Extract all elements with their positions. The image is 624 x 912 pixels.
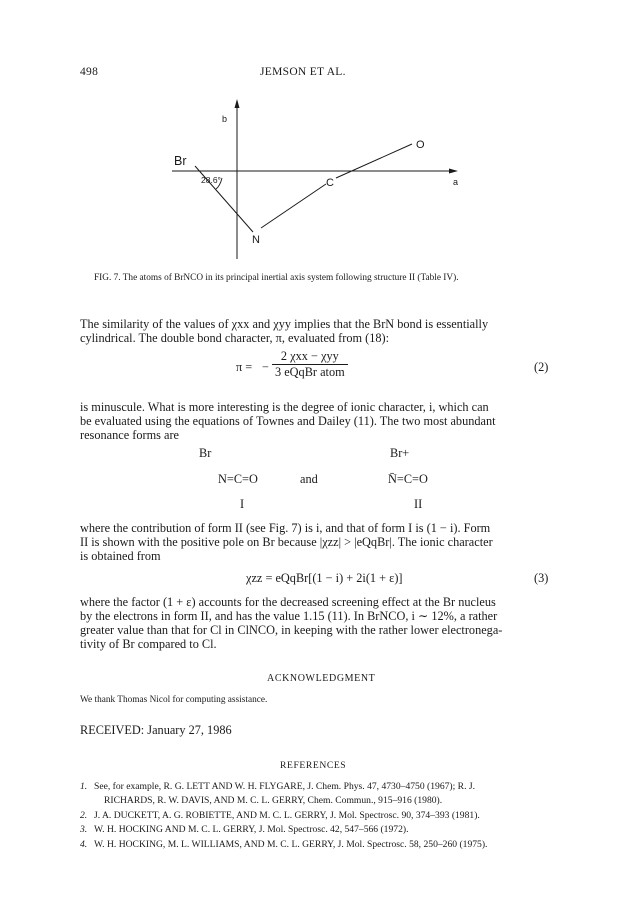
- equation-2-lhs: π =: [236, 360, 253, 374]
- paragraph-1-line-1: The similarity of the values of χxx and χyy implies that the BrN bond is essentially: [80, 317, 489, 331]
- paragraph-3-line-1: where the contribution of form II (see Fig. 7) is i, and that of form I is (1 − i). Form: [80, 521, 491, 535]
- br-atom-label: Br: [174, 154, 187, 168]
- references-heading: REFERENCES: [280, 760, 347, 771]
- reference-item: [80, 823, 564, 837]
- reference-text-line: J. A. DUCKETT, A. G. ROBIETTE, AND M. C. L. GERRY, J. Mol. Spectrosc. 90, 374–393 (1981).: [94, 809, 480, 821]
- paragraph-2-line-2: be evaluated using the equations of Townes and Dailey (11). The two most abundant: [80, 414, 496, 428]
- n-c-bond: [261, 184, 326, 228]
- received-date: January 27, 1986: [147, 723, 232, 737]
- o-atom-label: O: [416, 139, 425, 151]
- b-axis-label: b: [222, 114, 228, 124]
- resonance-form-2-br: Br+: [390, 446, 410, 460]
- paragraph-2-line-3: resonance forms are: [80, 428, 180, 442]
- resonance-and: and: [300, 472, 318, 486]
- paragraph-3-line-2: II is shown with the positive pole on Br because |χzz| > |eQqBr|. The ionic character: [80, 535, 493, 549]
- equation-2-minus: −: [262, 360, 269, 374]
- reference-number: 1.: [80, 781, 88, 792]
- reference-item: [80, 809, 564, 823]
- references-list: [80, 780, 564, 852]
- equation-3-number: (3): [534, 571, 549, 585]
- running-title: JEMSON ET AL.: [260, 66, 346, 78]
- n-atom-label: N: [252, 234, 260, 246]
- reference-text-line: W. H. HOCKING, M. L. WILLIAMS, AND M. C. L. GERRY, J. Mol. Spectrosc. 58, 250–260 (1975).: [94, 838, 488, 850]
- paragraph-4-line-1: where the factor (1 + ε) accounts for the decreased screening effect at the Br nucleus: [80, 595, 496, 609]
- resonance-form-1-structure: N=C=O: [218, 472, 258, 486]
- c-o-bond: [336, 144, 412, 178]
- figure-caption: FIG. 7. The atoms of BrNCO in its principal inertial axis system following structure II (Table IV).: [94, 273, 459, 283]
- angle-label: 28.6°: [201, 175, 221, 185]
- equation-2-denominator: 3 eQqBr atom: [275, 365, 345, 379]
- reference-number: 4.: [80, 838, 88, 850]
- acknowledgment-heading: ACKNOWLEDGMENT: [267, 673, 376, 684]
- paragraph-3-line-3: is obtained from: [80, 549, 161, 563]
- acknowledgment-text: We thank Thomas Nicol for computing assistance.: [80, 695, 268, 705]
- page-number: 498: [80, 66, 99, 78]
- paragraph-4-line-2: by the electrons in form II, and has the value 1.15 (11). In BrNCO, i ∼ 12%, a rather: [80, 609, 498, 623]
- a-axis-arrowhead: [449, 169, 458, 174]
- equation-3: χzz = eQqBr[(1 − i) + 2i(1 + ε)]: [246, 571, 403, 585]
- equation-2-numerator: 2 χxx − χyy: [272, 349, 348, 365]
- resonance-form-2-structure: N̄=C=O: [388, 472, 428, 486]
- reference-item: [80, 838, 564, 852]
- reference-number: 3.: [80, 824, 88, 836]
- reference-text-line: See, for example, R. G. LETT AND W. H. FLYGARE, J. Chem. Phys. 47, 4730–4750 (1967); R. J.: [94, 781, 475, 792]
- b-axis-arrowhead: [235, 99, 240, 108]
- reference-text-line: RICHARDS, R. W. DAVIS, AND M. C. L. GERRY, Chem. Commun., 915–916 (1980).: [104, 795, 443, 807]
- reference-item: [80, 780, 564, 809]
- c-atom-label: C: [326, 177, 334, 189]
- a-axis-label: a: [453, 177, 459, 187]
- reference-text-line: W. H. HOCKING AND M. C. L. GERRY, J. Mol. Spectrosc. 42, 547–566 (1972).: [94, 824, 409, 836]
- received-line: [80, 723, 232, 738]
- paragraph-4-line-4: tivity of Br compared to Cl.: [80, 637, 217, 651]
- resonance-form-1-br: Br: [199, 446, 212, 460]
- paragraph-4-line-3: greater value than that for Cl in ClNCO, in keeping with the rather lower electronega-: [80, 623, 503, 637]
- reference-number: 2.: [80, 809, 88, 821]
- equation-2-number: (2): [534, 360, 549, 374]
- figure-7-diagram: [150, 96, 470, 266]
- resonance-form-2-label: II: [414, 497, 423, 511]
- received-label: RECEIVED:: [80, 723, 145, 737]
- resonance-form-1-label: I: [240, 497, 245, 511]
- equation-2-fraction: [272, 349, 348, 380]
- paragraph-2-line-1: is minuscule. What is more interesting is the degree of ionic character, i, which can: [80, 400, 489, 414]
- paragraph-1-line-2: cylindrical. The double bond character, π, evaluated from (18):: [80, 331, 390, 345]
